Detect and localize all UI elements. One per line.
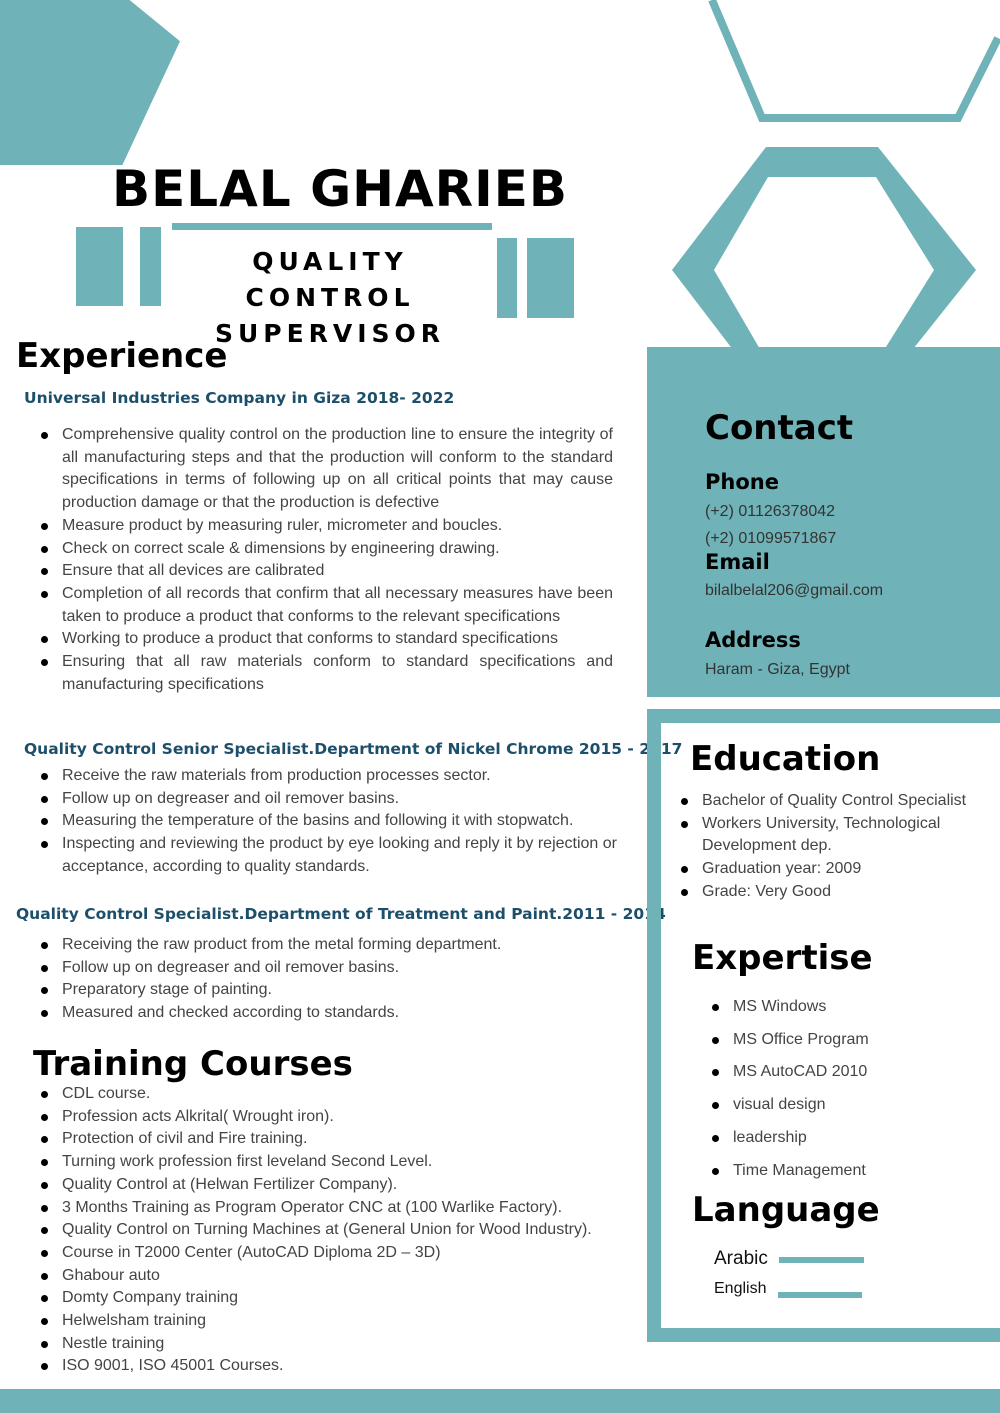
list-item: Workers University, Technological Development dep. <box>702 813 982 858</box>
job-3-duties <box>62 934 632 1025</box>
corner-hexagon-shape <box>0 0 180 165</box>
experience-heading: Experience <box>16 336 228 376</box>
right-deco-bar-1 <box>497 238 517 318</box>
list-item: 3 Months Training as Program Operator CNC at (100 Warlike Factory). <box>62 1197 642 1220</box>
list-item: MS Windows <box>733 996 973 1019</box>
list-item: Nestle training <box>62 1333 642 1356</box>
job-3-title: Quality Control Specialist.Department of Treatment and Paint.2011 - 2014 <box>16 905 666 923</box>
job-title-line-2: SUPERVISOR <box>214 319 446 348</box>
phone-label: Phone <box>705 470 779 494</box>
list-item: Bachelor of Quality Control Specialist <box>702 790 982 813</box>
list-item: Preparatory stage of painting. <box>62 979 632 1002</box>
list-item: Receive the raw materials from production processes sector. <box>62 765 632 788</box>
name-underline <box>172 223 492 230</box>
list-item: Inspecting and reviewing the product by eye looking and reply it by rejection or acceptance, according to quality standards. <box>62 833 632 878</box>
email-value: bilalbelal206@gmail.com <box>705 582 884 599</box>
education-heading: Education <box>690 739 881 779</box>
list-item: Completion of all records that confirm that all necessary measures have been taken to produce a product that conforms to the relevant specifications <box>62 583 613 628</box>
list-item: Follow up on degreaser and oil remover basins. <box>62 957 632 980</box>
list-item: Quality Control at (Helwan Fertilizer Company). <box>62 1174 642 1197</box>
phone-1: (+2) 01126378042 <box>705 503 836 520</box>
list-item: CDL course. <box>62 1083 642 1106</box>
hexagon-outline-top <box>700 0 1000 125</box>
list-item: Check on correct scale & dimensions by engineering drawing. <box>62 538 613 561</box>
list-item: Measure product by measuring ruler, micrometer and boucles. <box>62 515 613 538</box>
expertise-list <box>733 996 973 1182</box>
list-item: visual design <box>733 1094 973 1117</box>
contact-heading: Contact <box>705 408 854 448</box>
list-item: Ensuring that all raw materials conform to standard specifications and manufacturing specifications <box>62 651 613 696</box>
language-name-english: English <box>714 1280 767 1297</box>
list-item: MS AutoCAD 2010 <box>733 1061 973 1084</box>
job-1-duties <box>62 424 613 696</box>
language-bar-english <box>778 1292 862 1298</box>
contact-panel <box>647 347 1000 697</box>
language-name-arabic: Arabic <box>714 1248 768 1269</box>
job-title-line-1: QUALITY CONTROL <box>245 247 415 312</box>
list-item: Comprehensive quality control on the production line to ensure the integrity of all manufacturing steps and that the production will conform to the standard specifications in terms of following up on all critical points that may cause production damage or that the production is defective <box>62 424 613 515</box>
expertise-heading: Expertise <box>692 938 873 978</box>
list-item: Measured and checked according to standards. <box>62 1002 632 1025</box>
list-item: Graduation year: 2009 <box>702 858 982 881</box>
left-deco-bar-2 <box>140 227 161 306</box>
list-item: Ensure that all devices are calibrated <box>62 560 613 583</box>
list-item: Measuring the temperature of the basins and following it with stopwatch. <box>62 810 632 833</box>
list-item: Ghabour auto <box>62 1265 642 1288</box>
training-list <box>62 1083 642 1378</box>
list-item: leadership <box>733 1127 973 1150</box>
language-bar-arabic <box>779 1257 864 1263</box>
language-bar-english-track <box>778 1292 864 1298</box>
list-item: Time Management <box>733 1160 973 1183</box>
job-2-duties <box>62 765 632 879</box>
address-label: Address <box>705 628 801 652</box>
list-item: Follow up on degreaser and oil remover basins. <box>62 788 632 811</box>
left-deco-bar-1 <box>76 227 123 306</box>
language-bar-arabic-track <box>779 1257 864 1263</box>
language-heading: Language <box>692 1190 880 1230</box>
email-label: Email <box>705 550 770 574</box>
job-1-title: Universal Industries Company in Giza 2018- 2022 <box>24 389 455 407</box>
training-heading: Training Courses <box>33 1044 353 1084</box>
hexagon-ring-shape <box>670 145 980 365</box>
list-item: Profession acts Alkrital( Wrought iron). <box>62 1106 642 1129</box>
list-item: Turning work profession first leveland Second Level. <box>62 1151 642 1174</box>
list-item: Domty Company training <box>62 1287 642 1310</box>
list-item: Protection of civil and Fire training. <box>62 1128 642 1151</box>
candidate-name: BELAL GHARIEB <box>112 160 569 218</box>
list-item: Helwelsham training <box>62 1310 642 1333</box>
list-item: ISO 9001, ISO 45001 Courses. <box>62 1355 642 1378</box>
phone-2: (+2) 01099571867 <box>705 530 837 547</box>
right-deco-bar-2 <box>527 238 574 318</box>
list-item: Working to produce a product that conforms to standard specifications <box>62 628 613 651</box>
job-2-title: Quality Control Senior Specialist.Department of Nickel Chrome 2015 - 2017 <box>24 740 683 758</box>
list-item: Receiving the raw product from the metal forming department. <box>62 934 632 957</box>
list-item: Course in T2000 Center (AutoCAD Diploma 2D – 3D) <box>62 1242 642 1265</box>
address-value: Haram - Giza, Egypt <box>705 661 850 678</box>
education-list <box>702 790 982 904</box>
list-item: MS Office Program <box>733 1029 973 1052</box>
list-item: Grade: Very Good <box>702 881 982 904</box>
bottom-strip <box>0 1389 1000 1413</box>
list-item: Quality Control on Turning Machines at (General Union for Wood Industry). <box>62 1219 642 1242</box>
